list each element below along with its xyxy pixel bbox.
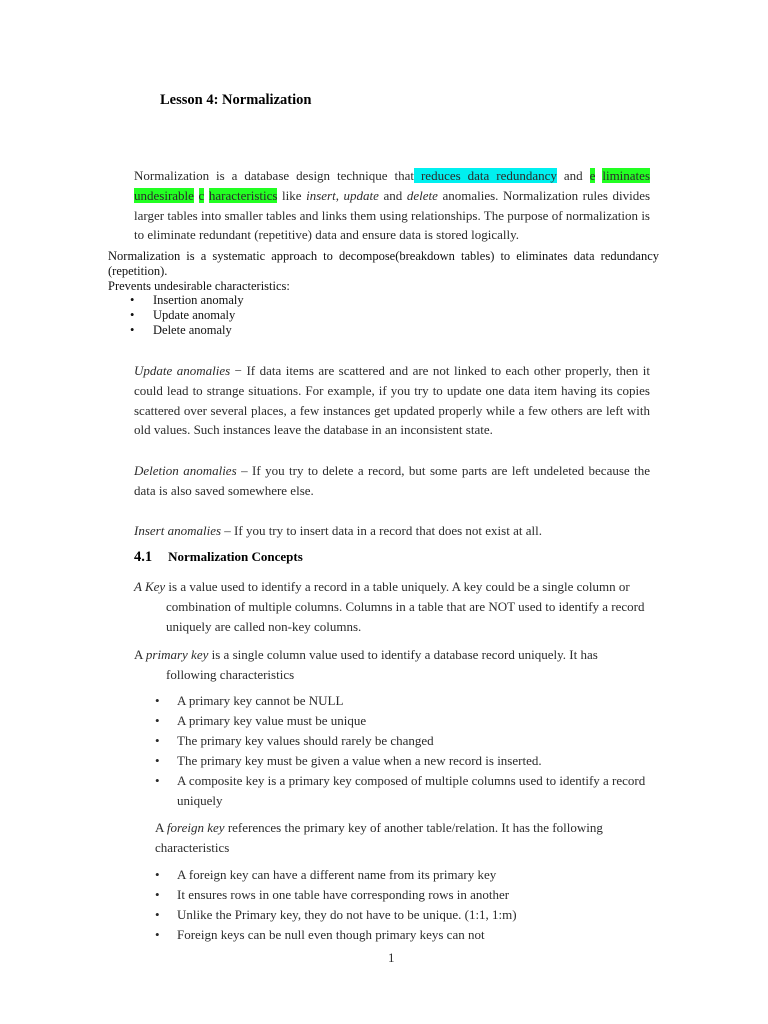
list-item: • The primary key must be given a value when a new record is inserted. [177,751,652,771]
bullet-icon: • [155,753,160,768]
list-item: • Delete anomaly [130,323,232,337]
list-item: • Unlike the Primary key, they do not have to be unique. (1:1, 1:m) [177,905,652,925]
term-insert: insert [306,187,336,203]
intro-text: , [335,187,344,203]
list-item: • A primary key value must be unique [177,711,652,731]
intro-text: like [277,187,307,203]
intro-text [194,188,199,203]
page-number: 1 [388,950,395,965]
highlight-c: c [198,187,205,203]
section-heading [134,549,303,566]
bullet-icon: • [155,927,160,942]
foreign-key-definition: A foreign key references the primary key of another table/relation. It has the following characteristics [155,820,603,855]
term-delete: delete [406,187,438,203]
anomaly-list [130,293,244,338]
term-foreign-key: foreign key [166,820,225,835]
intro-text: anomalies. Normalization rules divides larger tables into smaller tables and links them using relationships. The purpose of normalization is to eliminate redundant (repetitive) data and ensure data is stored logically. [134,187,651,243]
list-item: • A composite key is a primary key composed of multiple columns used to identify a record uniquely [155,773,646,808]
list-item: • Insertion anomaly [130,293,244,307]
bullet-icon: • [155,693,160,708]
intro-text: Normalization is a database design technique that [134,168,415,183]
intro-text: and [556,168,590,183]
bullet-icon: • [130,293,135,307]
bullet-icon: • [155,773,160,788]
foreign-key-list [155,865,652,945]
section-number: 4.1 [134,549,153,565]
term-insert-anomalies: Insert anomalies [134,523,222,538]
note-line-prevents: Prevents undesirable characteristics: [108,278,290,293]
section-title: Normalization Concepts [168,549,303,564]
intro-text: and [378,187,407,203]
bullet-icon: • [155,907,160,922]
highlight-liminates-undesirable: liminates undesirable [134,168,651,203]
bullet-icon: • [155,713,160,728]
highlight-reduces-redundancy: reduces data redundancy [414,168,557,183]
term-deletion-anomalies: Deletion anomalies [134,463,237,478]
intro-paragraph [134,166,650,245]
highlight-haracteristics: haracteristics [208,187,278,203]
update-anomalies-paragraph: Update anomalies − If data items are scattered and are not linked to each other properly, then it could lead to strange situations. For example, if you try to update one data item having its copies scattered over several places, a few instances get updated properly while a few others are left with old values. Such instances leave the database in an inconsistent state. [134,363,650,438]
term-update: update [343,187,379,203]
bullet-icon: • [155,867,160,882]
list-item: • Foreign keys can be null even though primary keys can not [177,925,652,945]
bullet-icon: • [155,887,160,902]
term-key: A Key [134,579,166,594]
list-item: • A foreign key can have a different name from its primary key [177,865,652,885]
note-paragraph [108,249,659,293]
term-update-anomalies: Update anomalies [134,363,231,378]
list-item: • Update anomaly [130,308,236,322]
term-primary-key: primary key [145,647,209,662]
deletion-anomalies-paragraph: Deletion anomalies – If you try to delete a record, but some parts are left undeleted because the data is also saved somewhere else. [134,463,650,498]
list-item: • It ensures rows in one table have corresponding rows in another [177,885,652,905]
bullet-icon: • [155,733,160,748]
page-title: Lesson 4: Normalization [160,92,312,108]
highlight-e: e [589,168,596,183]
primary-key-list [155,691,652,811]
key-definition: A Key is a value used to identify a record in a table uniquely. A key could be a single column or combination of multiple columns. Columns in a table that are NOT used to identify a record uniquely are called non-key columns. [134,579,645,634]
primary-key-definition: A primary key is a single column value used to identify a database record uniquely. It has following characteristics [134,647,598,682]
insert-anomalies-paragraph: Insert anomalies – If you try to insert data in a record that does not exist at all. [134,523,542,538]
bullet-icon: • [130,308,135,322]
list-item: • The primary key values should rarely be changed [177,731,652,751]
list-item: • A primary key cannot be NULL [177,691,652,711]
note-line-definition: Normalization is a systematic approach to decompose(breakdown tables) to eliminates data redundancy (repetition). [108,249,659,278]
bullet-icon: • [130,323,135,337]
